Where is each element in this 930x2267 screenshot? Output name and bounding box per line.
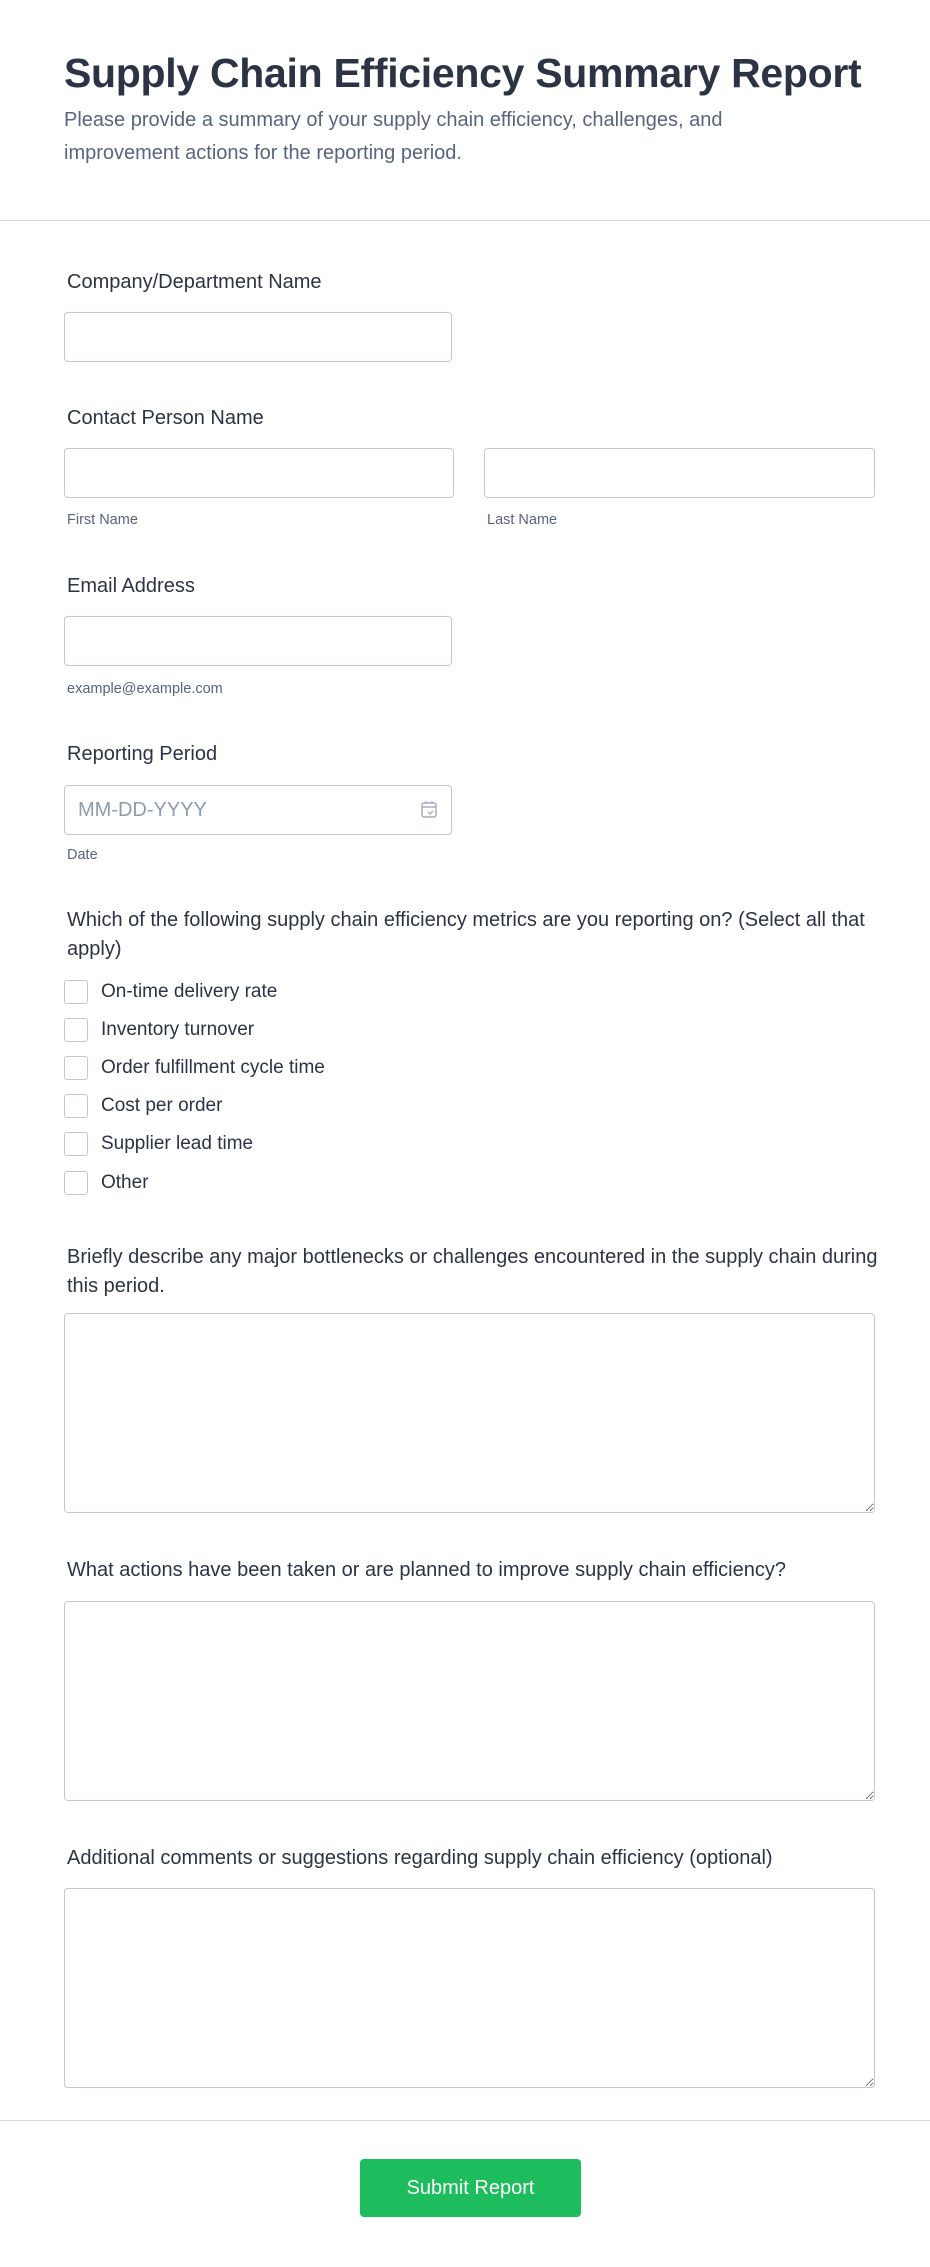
checkbox-inventory-turnover[interactable] (64, 1018, 88, 1042)
company-label: Company/Department Name (67, 271, 322, 293)
checkbox-on-time-delivery[interactable] (64, 980, 88, 1004)
option-label[interactable]: Supplier lead time (101, 1133, 254, 1154)
checkbox-other[interactable] (64, 1171, 88, 1195)
actions-question: What actions have been taken or are planned to improve supply chain efficiency? (67, 1559, 786, 1581)
date-sublabel: Date (67, 847, 98, 863)
header-divider (0, 220, 930, 221)
first-name-input[interactable] (64, 448, 454, 498)
first-name-sublabel: First Name (67, 512, 138, 528)
last-name-input[interactable] (484, 448, 875, 498)
date-field (64, 785, 452, 835)
actions-textarea[interactable] (64, 1601, 875, 1801)
company-input[interactable] (64, 312, 452, 362)
checkbox-supplier-lead-time[interactable] (64, 1132, 88, 1156)
option-label[interactable]: Order fulfillment cycle time (101, 1057, 325, 1078)
calendar-icon[interactable] (420, 799, 438, 819)
option-label[interactable]: On-time delivery rate (101, 981, 278, 1002)
submit-button[interactable]: Submit Report (360, 2159, 581, 2217)
option-label[interactable]: Inventory turnover (101, 1019, 255, 1040)
email-input[interactable] (64, 616, 452, 666)
comments-textarea[interactable] (64, 1888, 875, 2088)
option-label[interactable]: Other (101, 1172, 149, 1193)
contact-label: Contact Person Name (67, 407, 264, 429)
email-label: Email Address (67, 575, 195, 597)
page-subtitle: Please provide a summary of your supply chain efficiency, challenges, and improvement actions for the reporting period. (64, 109, 723, 164)
checkbox-order-fulfillment[interactable] (64, 1056, 88, 1080)
date-input[interactable] (64, 785, 452, 835)
footer-divider (0, 2120, 930, 2121)
comments-question: Additional comments or suggestions regarding supply chain efficiency (optional) (67, 1847, 773, 1869)
option-label[interactable]: Cost per order (101, 1095, 223, 1116)
metrics-question: Which of the following supply chain efficiency metrics are you reporting on? (Select all that apply) (67, 909, 865, 960)
last-name-sublabel: Last Name (487, 512, 558, 528)
checkbox-cost-per-order[interactable] (64, 1094, 88, 1118)
period-label: Reporting Period (67, 743, 218, 765)
bottlenecks-question: Briefly describe any major bottlenecks or challenges encountered in the supply chain during this period. (67, 1246, 878, 1297)
page-title: Supply Chain Efficiency Summary Report (64, 50, 862, 96)
email-sublabel: example@example.com (67, 681, 223, 697)
bottlenecks-textarea[interactable] (64, 1313, 875, 1513)
